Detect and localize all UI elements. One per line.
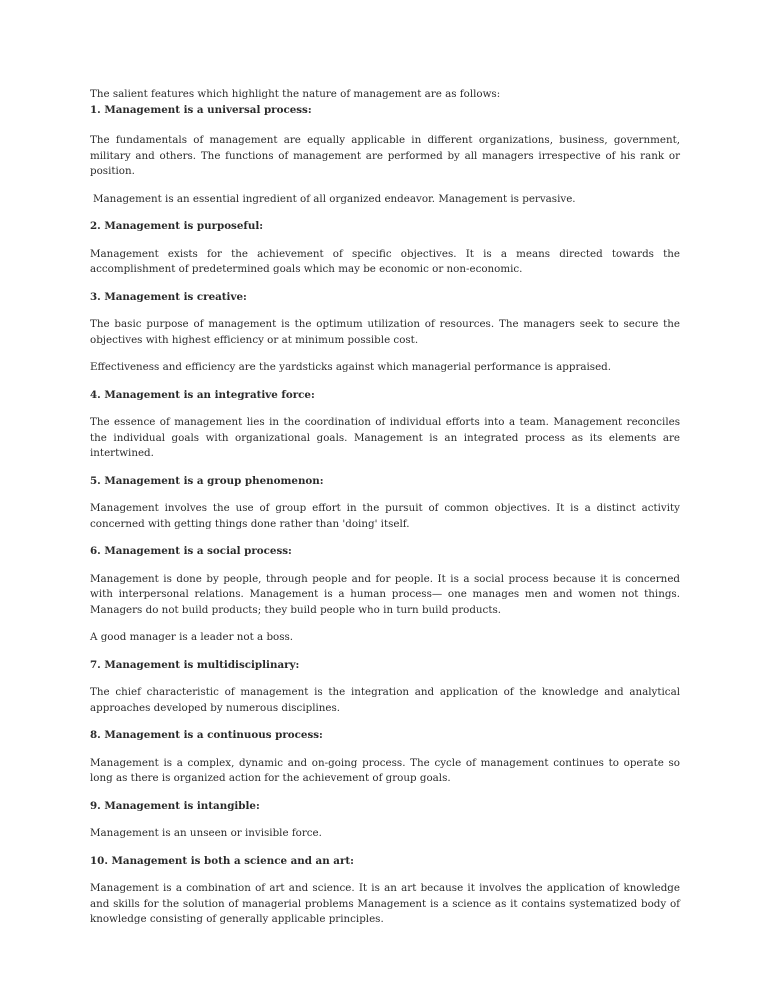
section-paragraph: The chief characteristic of management is the integration and application of the knowledge and analytical approaches developed by numerous disciplines. [90,686,680,714]
section-paragraph: Management is an essential ingredient of all organized endeavor. Management is pervasive. [93,192,576,205]
section-paragraph: A good manager is a leader not a boss. [90,631,294,643]
section-heading: 4. Management is an integrative force: [90,388,315,401]
section-heading: 1. Management is a universal process: [90,103,312,116]
section-paragraph: Management is done by people, through people and for people. It is a social process because it is concerned with interpersonal relations. Management is a human process— one manages men and women not things. Managers do not build products; they build people who in turn build products. [90,572,680,616]
section-paragraph: The basic purpose of management is the optimum utilization of resources. The managers seek to secure the objectives with highest efficiency or at minimum possible cost. [90,318,680,346]
section-heading: 6. Management is a social process: [90,545,292,557]
section-heading: 2. Management is purposeful: [90,220,264,232]
section-3 [90,290,680,376]
section-heading: 5. Management is a group phenomenon: [90,474,324,487]
section-paragraph: Management involves the use of group effort in the pursuit of common objectives. It is a distinct activity concerned with getting things done rather than 'doing' itself. [90,502,680,530]
section-4 [90,388,680,462]
section-heading: 8. Management is a continuous process: [90,729,323,741]
section-paragraph: The fundamentals of management are equally applicable in different organizations, business, government, military and others. The functions of management are performed by all managers irrespective of his rank or position. [90,134,680,177]
section-7 [90,658,680,717]
section-paragraph: Management exists for the achievement of specific objectives. It is a means directed towards the accomplishment of predetermined goals which may be economic or non-economic. [90,247,680,275]
section-paragraph: Management is a combination of art and science. It is an art because it involves the application of knowledge and skills for the solution of managerial problems Management is a science as it contains systematized body of knowledge consisting of generally applicable principles. [90,882,680,925]
section-paragraph: Effectiveness and efficiency are the yardsticks against which managerial performance is appraised. [90,361,612,373]
section-heading: 3. Management is creative: [90,290,247,303]
section-5 [90,474,680,533]
section-6 [90,544,680,646]
section-10 [90,854,680,928]
section-8 [90,728,680,787]
intro-text: The salient features which highlight the nature of management are as follows: [90,88,501,100]
section-paragraph: Management is an unseen or invisible force. [90,827,322,839]
section-heading: 9. Management is intangible: [90,799,260,812]
section-1 [90,103,680,208]
section-heading: 7. Management is multidisciplinary: [90,658,300,671]
section-9 [90,799,680,842]
section-heading: 10. Management is both a science and an art: [90,854,354,867]
document-page [90,87,680,940]
section-2 [90,219,680,278]
section-paragraph: Management is a complex, dynamic and on-going process. The cycle of management continues to operate so long as there is organized action for the achievement of group goals. [90,756,680,784]
section-paragraph: The essence of management lies in the coordination of individual efforts into a team. Management reconciles the individual goals with organizational goals. Management is an integrated process as its elements are intertwined. [90,416,680,459]
